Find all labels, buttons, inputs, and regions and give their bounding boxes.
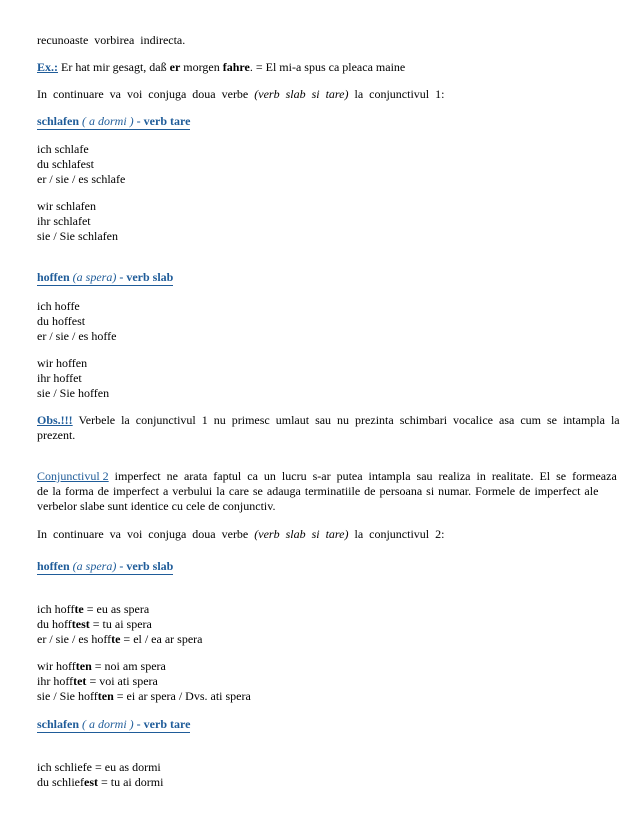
c2-label: Conjunctivul 2	[37, 469, 109, 483]
heading-translation: (a spera)	[69, 559, 117, 573]
example-bold: fahre	[222, 60, 250, 74]
intro-text: la conjunctivul 2:	[348, 527, 445, 541]
example-text: Er hat mir gesagt, daß	[58, 60, 170, 74]
conj-line	[37, 659, 166, 674]
heading-hoffen-1	[37, 270, 173, 286]
conj-line: er / sie / es hoffe	[37, 329, 117, 343]
heading-hoffen-2	[37, 559, 173, 575]
intro-text: la conjunctivul 1:	[348, 87, 445, 101]
conj-line	[37, 775, 163, 790]
obs-label: Obs.!!!	[37, 413, 73, 427]
example-text: morgen	[180, 60, 223, 74]
conj-line: er / sie / es schlafe	[37, 172, 126, 186]
ending: test	[71, 617, 90, 631]
conj-line: wir schlafen	[37, 199, 96, 213]
translation: = eu as spera	[83, 602, 150, 616]
conj-line: ihr hoffet	[37, 371, 82, 385]
conj-line: ich schlafe	[37, 142, 89, 156]
conj-line: du hoffest	[37, 314, 86, 328]
stem: ich schliefe	[37, 760, 92, 774]
conj-line: du schlafest	[37, 157, 94, 171]
heading-type: - verb slab	[116, 270, 174, 284]
translation: = el / ea ar spera	[120, 632, 203, 646]
conj-line	[37, 674, 158, 689]
c2-line-2: de la forma de imperfect a verbului la care se adauga terminatiile de persoana si numar. Formele de imperfect ale	[37, 484, 599, 498]
translation: = tu ai dormi	[98, 775, 164, 789]
ending: ten	[97, 689, 114, 703]
ending: ten	[75, 659, 92, 673]
stem: ich hoff	[37, 602, 75, 616]
heading-type: - verb slab	[116, 559, 174, 573]
conj-line: ich hoffe	[37, 299, 80, 313]
heading-type: - verb tare	[136, 717, 191, 731]
heading-translation: ( a dormi )	[79, 717, 137, 731]
example-bold: er	[169, 60, 181, 74]
c2-text: imperfect ne arata faptul ca un lucru s-ar putea intampla sau realiza in realitate. El se formeaza	[108, 469, 617, 483]
example-line	[37, 60, 405, 75]
translation: = ei ar spera / Dvs. ati spera	[113, 689, 251, 703]
stem: er / sie / es hoff	[37, 632, 112, 646]
intro-line-2	[37, 527, 444, 542]
conj-line	[37, 689, 251, 704]
heading-word: hoffen	[37, 559, 70, 573]
conj-line	[37, 617, 152, 632]
ending: est	[84, 775, 98, 789]
text-line: recunoaste vorbirea indirecta.	[37, 33, 186, 47]
intro-text: In continuare va voi conjuga doua verbe	[37, 527, 255, 541]
example-text: . = El mi-a spus ca pleaca maine	[249, 60, 406, 74]
heading-word: schlafen	[37, 717, 79, 731]
stem: sie / Sie hoff	[37, 689, 98, 703]
intro-text: In continuare va voi conjuga doua verbe	[37, 87, 255, 101]
ending: te	[111, 632, 121, 646]
conj-line	[37, 602, 149, 617]
c2-line-3: verbelor slabe sunt identice cu cele de conjunctiv.	[37, 499, 276, 513]
intro-italic: (verb slab si tare)	[254, 87, 349, 101]
stem: ihr hoff	[37, 674, 74, 688]
translation: = noi am spera	[91, 659, 166, 673]
ending: te	[74, 602, 84, 616]
heading-translation: ( a dormi )	[79, 114, 137, 128]
conj-line: ihr schlafet	[37, 214, 91, 228]
obs-text: Verbele la conjunctivul 1 nu primesc umlaut sau nu prezinta schimbari vocalice asa cum se intampla la	[72, 413, 620, 427]
stem: du schlief	[37, 775, 84, 789]
heading-translation: (a spera)	[69, 270, 117, 284]
conj-line: sie / Sie schlafen	[37, 229, 118, 243]
example-label: Ex.:	[37, 60, 58, 74]
intro-italic: (verb slab si tare)	[254, 527, 349, 541]
heading-schlafen-2	[37, 717, 190, 733]
conj-line: wir hoffen	[37, 356, 88, 370]
conj-line	[37, 632, 202, 647]
stem: wir hoff	[37, 659, 76, 673]
translation: = tu ai spera	[89, 617, 152, 631]
translation: = eu as dormi	[91, 760, 161, 774]
conj-line	[37, 760, 161, 775]
obs-line-2: prezent.	[37, 428, 76, 442]
heading-schlafen-1	[37, 114, 190, 130]
obs-line-1	[37, 413, 620, 428]
ending: tet	[73, 674, 87, 688]
translation: = voi ati spera	[86, 674, 158, 688]
intro-line-1	[37, 87, 444, 102]
stem: du hoff	[37, 617, 72, 631]
heading-word: hoffen	[37, 270, 70, 284]
heading-type: - verb tare	[136, 114, 191, 128]
heading-word: schlafen	[37, 114, 79, 128]
conj-line: sie / Sie hoffen	[37, 386, 110, 400]
c2-line-1	[37, 469, 617, 484]
